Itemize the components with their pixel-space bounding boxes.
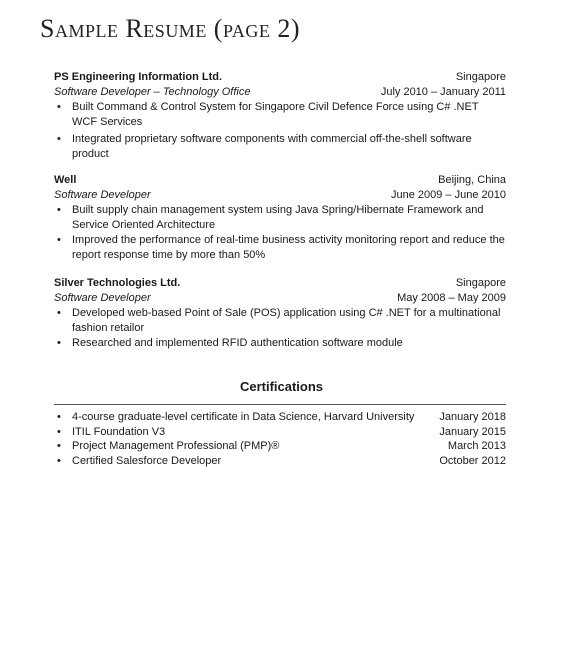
certification-item	[54, 410, 506, 425]
certification-item	[54, 454, 506, 469]
job-role: Software Developer	[54, 189, 151, 201]
job-dates: June 2009 – June 2010	[391, 189, 506, 201]
job-location: Singapore	[455, 277, 506, 289]
job-entry	[54, 276, 506, 351]
job-location: Singapore	[455, 71, 506, 83]
company-name: Well	[54, 174, 77, 186]
certifications-list	[54, 410, 506, 468]
company-name: Silver Technologies Ltd.	[54, 277, 181, 289]
job-bullet: • Built Command & Control System for Singapore Civil Defence Force using C# .NET WCF Services	[54, 100, 506, 130]
job-bullet: • Researched and implemented RFID authentication software module	[54, 336, 506, 351]
job-bullets	[54, 100, 506, 162]
certifications-heading: Certifications	[239, 379, 324, 394]
section-divider	[54, 404, 506, 405]
certification-date: January 2018	[439, 411, 506, 423]
job-role-row	[54, 291, 506, 306]
certification-date: March 2013	[447, 440, 506, 453]
job-bullets	[54, 306, 506, 351]
job-header-row	[54, 70, 506, 85]
job-header-row	[54, 276, 506, 291]
certification-name: • Project Management Professional (PMP)®	[54, 439, 279, 454]
job-dates: July 2010 – January 2011	[380, 86, 506, 98]
certification-item	[54, 439, 506, 454]
page-title: Sample Resume (page 2)	[40, 14, 300, 43]
company-name: PS Engineering Information Ltd.	[54, 71, 223, 83]
certification-name: • Certified Salesforce Developer	[54, 454, 221, 469]
certification-date: October 2012	[439, 454, 506, 467]
job-bullets	[54, 203, 506, 263]
job-role-row	[54, 85, 506, 100]
job-bullet: • Built supply chain management system using Java Spring/Hibernate Framework and Service Oriented Architecture	[54, 203, 506, 233]
certification-name: • ITIL Foundation V3	[54, 425, 165, 440]
job-entry	[54, 173, 506, 263]
job-bullet: • Improved the performance of real-time business activity monitoring report and reduce the report response time by more than 50%	[54, 233, 506, 263]
job-role: Software Developer – Technology Office	[54, 86, 251, 98]
job-bullet: • Developed web-based Point of Sale (POS) application using C# .NET for a multinational fashion retailor	[54, 306, 506, 336]
job-dates: May 2008 – May 2009	[397, 292, 506, 304]
job-bullet: • Integrated proprietary software components with commercial off-the-shell software product	[54, 132, 506, 162]
certification-name: • 4-course graduate-level certificate in Data Science, Harvard University	[54, 410, 414, 425]
job-entry	[54, 70, 506, 162]
job-location: Beijing, China	[438, 174, 506, 186]
job-role: Software Developer	[54, 292, 151, 304]
job-role-row	[54, 188, 506, 203]
certification-date: January 2015	[439, 425, 506, 438]
certification-item	[54, 425, 506, 440]
job-header-row	[54, 173, 506, 188]
